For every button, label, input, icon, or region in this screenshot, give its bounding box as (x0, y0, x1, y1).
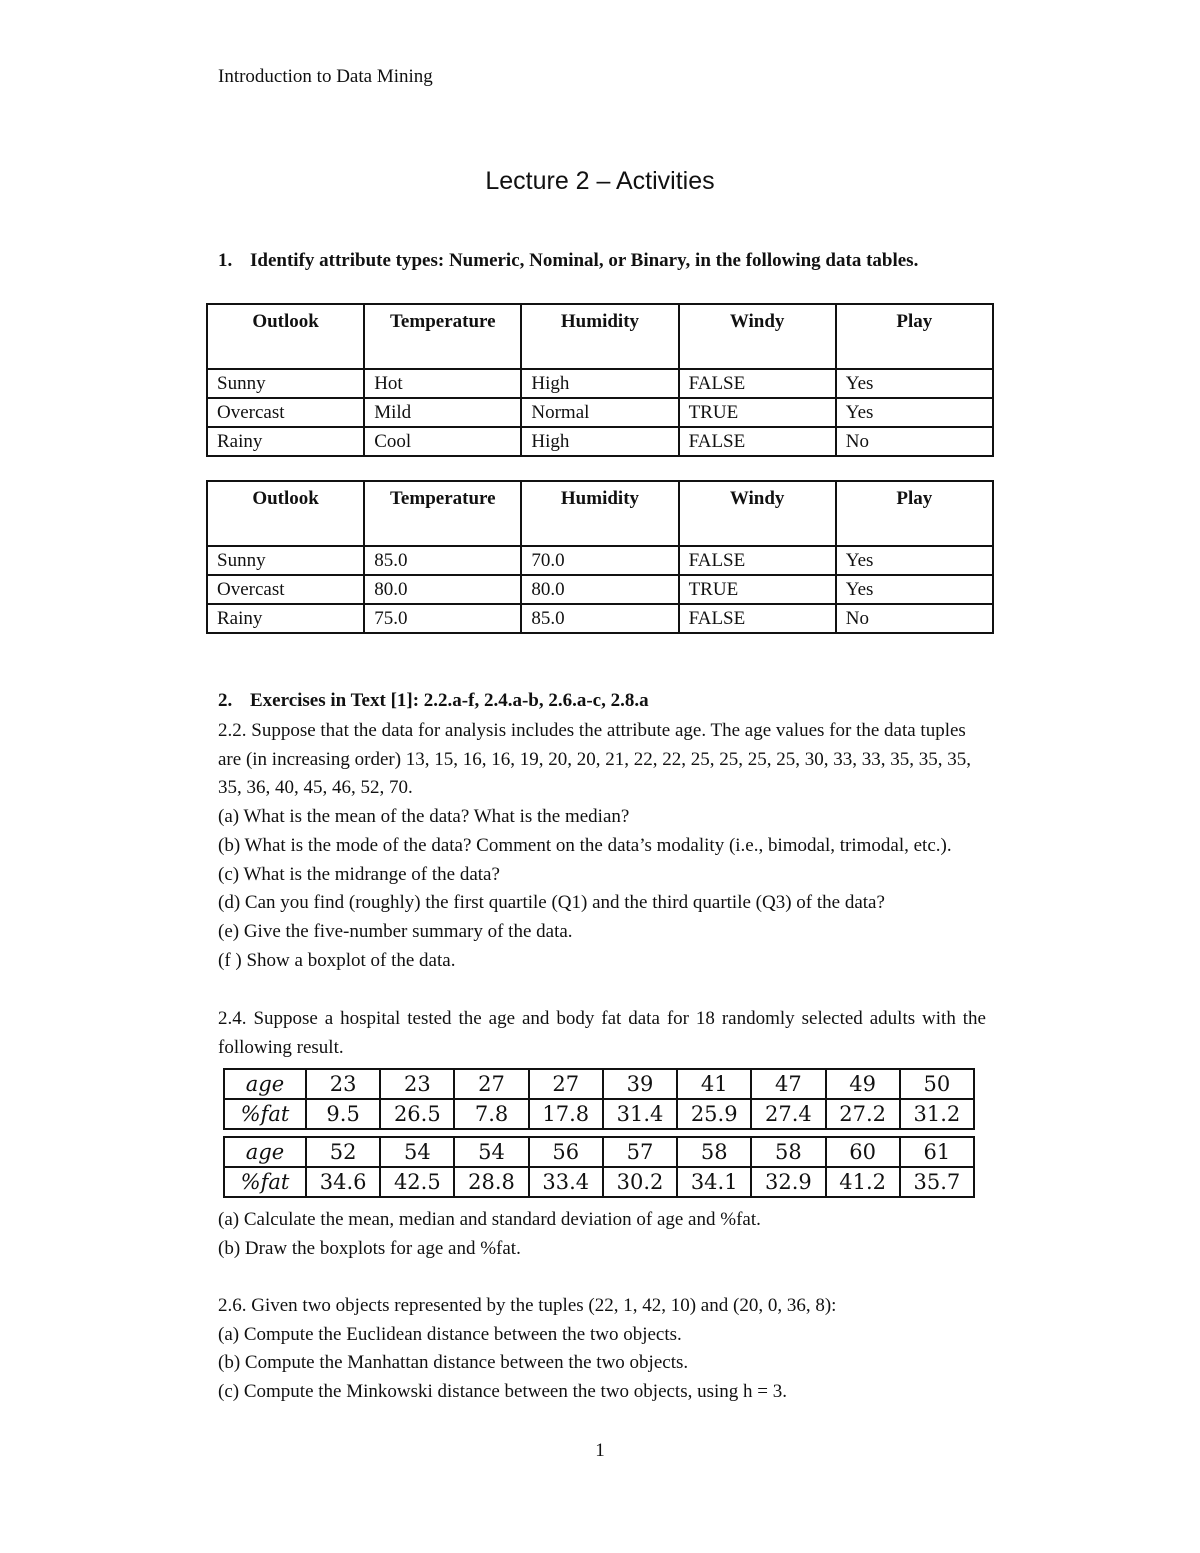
table-cell: 41.2 (826, 1167, 900, 1197)
table-cell: Overcast (207, 398, 364, 427)
table-cell: Sunny (207, 369, 364, 398)
table-cell: 85.0 (521, 604, 678, 633)
age-fat-table-1 (223, 1068, 975, 1130)
column-header: Outlook (207, 304, 364, 369)
table-cell: TRUE (679, 398, 836, 427)
table-cell: Yes (836, 575, 993, 604)
table-cell: Overcast (207, 575, 364, 604)
table-cell: 26.5 (380, 1099, 454, 1129)
table-cell: 80.0 (364, 575, 521, 604)
table-row (207, 427, 993, 456)
table-cell: FALSE (679, 546, 836, 575)
table-cell: Mild (364, 398, 521, 427)
exercise-2-4-items (218, 1206, 986, 1263)
exercise-text-line: 2.2. Suppose that the data for analysis includes the attribute age. The age values for the data tuples (218, 720, 966, 741)
question-2-text: Exercises in Text [1]: 2.2.a-f, 2.4.a-b, 2.6.a-c, 2.8.a (250, 690, 649, 711)
question-2 (218, 690, 649, 712)
table-cell: 50 (900, 1069, 974, 1099)
exercise-item: (d) Can you find (roughly) the first quartile (Q1) and the third quartile (Q3) of the data? (218, 892, 885, 914)
exercise-item: (a) Compute the Euclidean distance between the two objects. (218, 1323, 682, 1345)
table-cell: 34.6 (306, 1167, 380, 1197)
exercise-item: (e) Give the five-number summary of the data. (218, 920, 573, 942)
question-1-text: Identify attribute types: Numeric, Nominal, or Binary, in the following data tables. (250, 250, 919, 271)
table-cell: 28.8 (454, 1167, 528, 1197)
exercise-item: (a) What is the mean of the data? What is the median? (218, 806, 630, 828)
column-header: Temperature (364, 481, 521, 546)
table-cell: 54 (380, 1137, 454, 1167)
table-cell: Sunny (207, 546, 364, 575)
table-cell: TRUE (679, 575, 836, 604)
column-header: Humidity (521, 481, 678, 546)
table-cell: Rainy (207, 604, 364, 633)
question-2-number: 2. (218, 690, 233, 711)
table-cell: 30.2 (603, 1167, 677, 1197)
table-cell: 49 (826, 1069, 900, 1099)
table-cell: 17.8 (529, 1099, 603, 1129)
table-cell: No (836, 427, 993, 456)
table-cell: 42.5 (380, 1167, 454, 1197)
table-cell: Rainy (207, 427, 364, 456)
column-header: Play (836, 481, 993, 546)
table-row (207, 575, 993, 604)
table-cell: 58 (751, 1137, 825, 1167)
table-cell: 56 (529, 1137, 603, 1167)
table-row (224, 1137, 974, 1167)
page-title: Lecture 2 – Activities (485, 167, 715, 195)
table-cell: 52 (306, 1137, 380, 1167)
exercise-item: (f ) Show a boxplot of the data. (218, 949, 456, 971)
table-cell: 9.5 (306, 1099, 380, 1129)
exercise-2-6 (218, 1292, 986, 1407)
exercise-item: (c) Compute the Minkowski distance between the two objects, using h = 3. (218, 1381, 787, 1403)
table-cell: 25.9 (677, 1099, 751, 1129)
table-cell: Yes (836, 398, 993, 427)
table-cell: 27 (454, 1069, 528, 1099)
table-cell: 27.4 (751, 1099, 825, 1129)
table-row (224, 1167, 974, 1197)
page-number: 1 (595, 1440, 605, 1461)
table-row (207, 398, 993, 427)
table-cell: 57 (603, 1137, 677, 1167)
column-header: Temperature (364, 304, 521, 369)
table-cell: 31.2 (900, 1099, 974, 1129)
table-header-row (207, 304, 993, 369)
table-cell: 39 (603, 1069, 677, 1099)
table-cell: 61 (900, 1137, 974, 1167)
exercise-text-line: 2.6. Given two objects represented by the tuples (22, 1, 42, 10) and (20, 0, 36, 8): (218, 1295, 837, 1316)
table-cell: No (836, 604, 993, 633)
table-row (224, 1099, 974, 1129)
exercise-item: (b) Compute the Manhattan distance between the two objects. (218, 1352, 689, 1374)
table-row (224, 1069, 974, 1099)
table-cell: Yes (836, 546, 993, 575)
question-1-number: 1. (218, 250, 233, 271)
column-header: Humidity (521, 304, 678, 369)
table-cell: 23 (306, 1069, 380, 1099)
table-cell: 70.0 (521, 546, 678, 575)
age-fat-table-2 (223, 1136, 975, 1198)
table-cell: 41 (677, 1069, 751, 1099)
table-cell: 7.8 (454, 1099, 528, 1129)
table-cell: 80.0 (521, 575, 678, 604)
table-cell: 31.4 (603, 1099, 677, 1129)
table-cell: 54 (454, 1137, 528, 1167)
exercise-text-line: are (in increasing order) 13, 15, 16, 16, 19, 20, 20, 21, 22, 22, 25, 25, 25, 25, 30, 33, 33, 35, 35, 35, (218, 748, 972, 770)
table-cell: High (521, 369, 678, 398)
table-cell: 27.2 (826, 1099, 900, 1129)
table-header-row (207, 481, 993, 546)
table-row (207, 604, 993, 633)
weather-table-nominal (206, 303, 994, 457)
exercise-item: (b) Draw the boxplots for age and %fat. (218, 1237, 521, 1259)
table-cell: 33.4 (529, 1167, 603, 1197)
table-cell: Cool (364, 427, 521, 456)
fat-label: %fat (224, 1167, 306, 1197)
age-label: age (224, 1069, 306, 1099)
table-cell: FALSE (679, 369, 836, 398)
table-cell: 60 (826, 1137, 900, 1167)
exercise-text-line: 35, 36, 40, 45, 46, 52, 70. (218, 777, 413, 799)
column-header: Windy (679, 304, 836, 369)
column-header: Windy (679, 481, 836, 546)
table-cell: 85.0 (364, 546, 521, 575)
exercise-item: (a) Calculate the mean, median and standard deviation of age and %fat. (218, 1209, 761, 1230)
exercise-2-2 (218, 717, 986, 975)
table-cell: FALSE (679, 427, 836, 456)
table-cell: 35.7 (900, 1167, 974, 1197)
running-header: Introduction to Data Mining (218, 66, 433, 87)
column-header: Play (836, 304, 993, 369)
table-cell: 75.0 (364, 604, 521, 633)
weather-table-numeric (206, 480, 994, 634)
table-cell: Hot (364, 369, 521, 398)
column-header: Outlook (207, 481, 364, 546)
table-cell: Normal (521, 398, 678, 427)
table-cell: 58 (677, 1137, 751, 1167)
exercise-item: (b) What is the mode of the data? Comment on the data’s modality (i.e., bimodal, trimodal, etc.). (218, 834, 952, 856)
table-row (207, 546, 993, 575)
question-1 (218, 250, 918, 272)
exercise-2-4-intro: 2.4. Suppose a hospital tested the age and body fat data for 18 randomly selected adults with the following result. (218, 1008, 986, 1058)
table-cell: Yes (836, 369, 993, 398)
table-cell: FALSE (679, 604, 836, 633)
fat-label: %fat (224, 1099, 306, 1129)
table-cell: 34.1 (677, 1167, 751, 1197)
table-cell: High (521, 427, 678, 456)
table-row (207, 369, 993, 398)
exercise-item: (c) What is the midrange of the data? (218, 863, 500, 885)
table-cell: 23 (380, 1069, 454, 1099)
table-cell: 47 (751, 1069, 825, 1099)
table-cell: 32.9 (751, 1167, 825, 1197)
table-cell: 27 (529, 1069, 603, 1099)
age-label: age (224, 1137, 306, 1167)
